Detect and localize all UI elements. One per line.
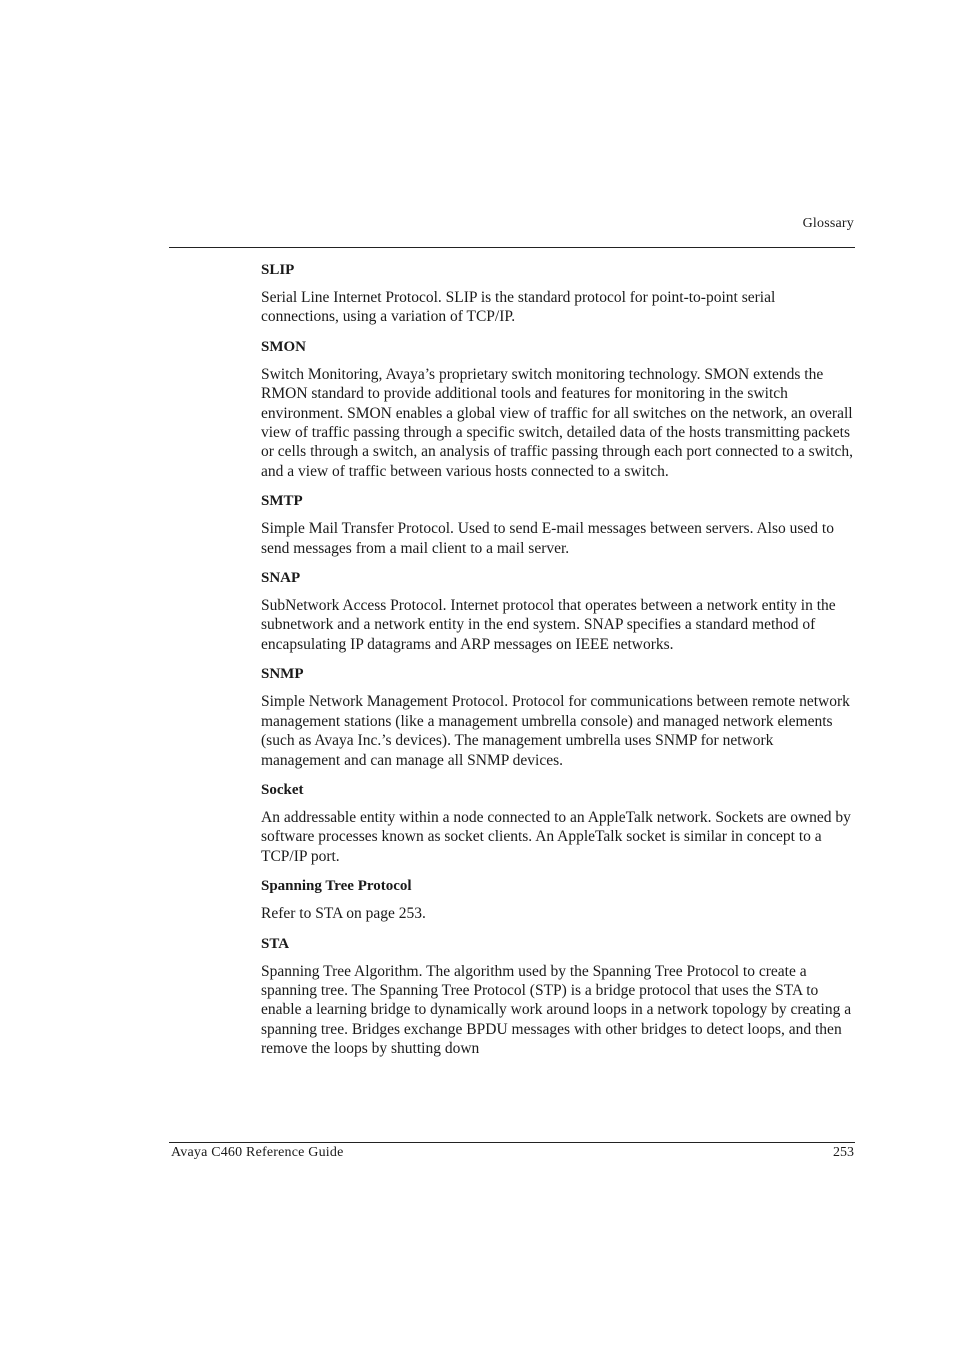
glossary-entry: [261, 261, 855, 327]
glossary-term: SLIP: [261, 262, 295, 278]
glossary-term: SNAP: [261, 570, 301, 587]
page-number: 253: [833, 1145, 854, 1160]
glossary-term: Spanning Tree Protocol: [261, 878, 412, 895]
header-divider: [169, 247, 855, 248]
glossary-definition: An addressable entity within a node connected to an AppleTalk network. Sockets are owned by software processes known as socket clients. An AppleTalk socket is similar in concept to a TCP/IP port.: [261, 808, 851, 865]
glossary-term: SMON: [261, 338, 306, 355]
glossary-definition: Spanning Tree Algorithm. The algorithm used by the Spanning Tree Protocol to create a spanning tree. The Spanning Tree Protocol (STP) is a bridge protocol that uses the STA to enable a learning bridge to dynamically work around loops in a network topology by creating a spanning tree. Bridges exchange BPDU messages with other bridges to detect loops, and then remove the loops by shutting down: [261, 962, 852, 1058]
glossary-entry: [261, 665, 855, 770]
running-header: Glossary: [802, 216, 854, 231]
glossary-entry: [261, 569, 855, 654]
glossary-entry: [261, 781, 855, 866]
glossary-definition: SubNetwork Access Protocol. Internet protocol that operates between a network entity in the subnetwork and a network entity in the end system. SNAP specifies a standard method of encapsulating IP datagrams and ARP messages on IEEE networks.: [261, 597, 836, 653]
glossary-term: SNMP: [261, 666, 304, 683]
glossary-entry: [261, 338, 855, 481]
glossary-entry: [261, 492, 855, 558]
glossary-entry: [261, 877, 855, 923]
glossary-term: STA: [261, 935, 290, 952]
glossary-term: Socket: [261, 781, 304, 798]
glossary-definition: Switch Monitoring, Avaya’s proprietary switch monitoring technology. SMON extends the RMON standard to provide additional tools and features for monitoring in the switch environment. SMON enables a global view of traffic for all switches on the network, an overall view of traffic passing through a specific switch, detailed data of the hosts transmitting packets or cells through a switch, an analysis of traffic passing through each port connected to a switch, and a view of traffic between various hosts connected to a switch.: [261, 365, 853, 480]
glossary-definition: Simple Network Management Protocol. Protocol for communications between remote network management stations (like a management umbrella console) and managed network elements (such as Avaya Inc.’s devices). The management umbrella uses SNMP for network management and can manage all SNMP devices.: [261, 693, 850, 769]
glossary-term: SMTP: [261, 493, 303, 510]
glossary-content: [261, 261, 855, 1070]
footer-divider: [169, 1142, 855, 1143]
glossary-entry: [261, 935, 855, 1059]
glossary-definition: Serial Line Internet Protocol. SLIP is the standard protocol for point-to-point serial connections, using a variation of TCP/IP.: [261, 289, 776, 326]
glossary-definition[interactable]: Refer to STA on page 253.: [261, 905, 426, 923]
footer-document-title: Avaya C460 Reference Guide: [171, 1145, 344, 1160]
glossary-definition: Simple Mail Transfer Protocol. Used to send E-mail messages between servers. Also used to send messages from a mail client to a mail server.: [261, 520, 834, 557]
